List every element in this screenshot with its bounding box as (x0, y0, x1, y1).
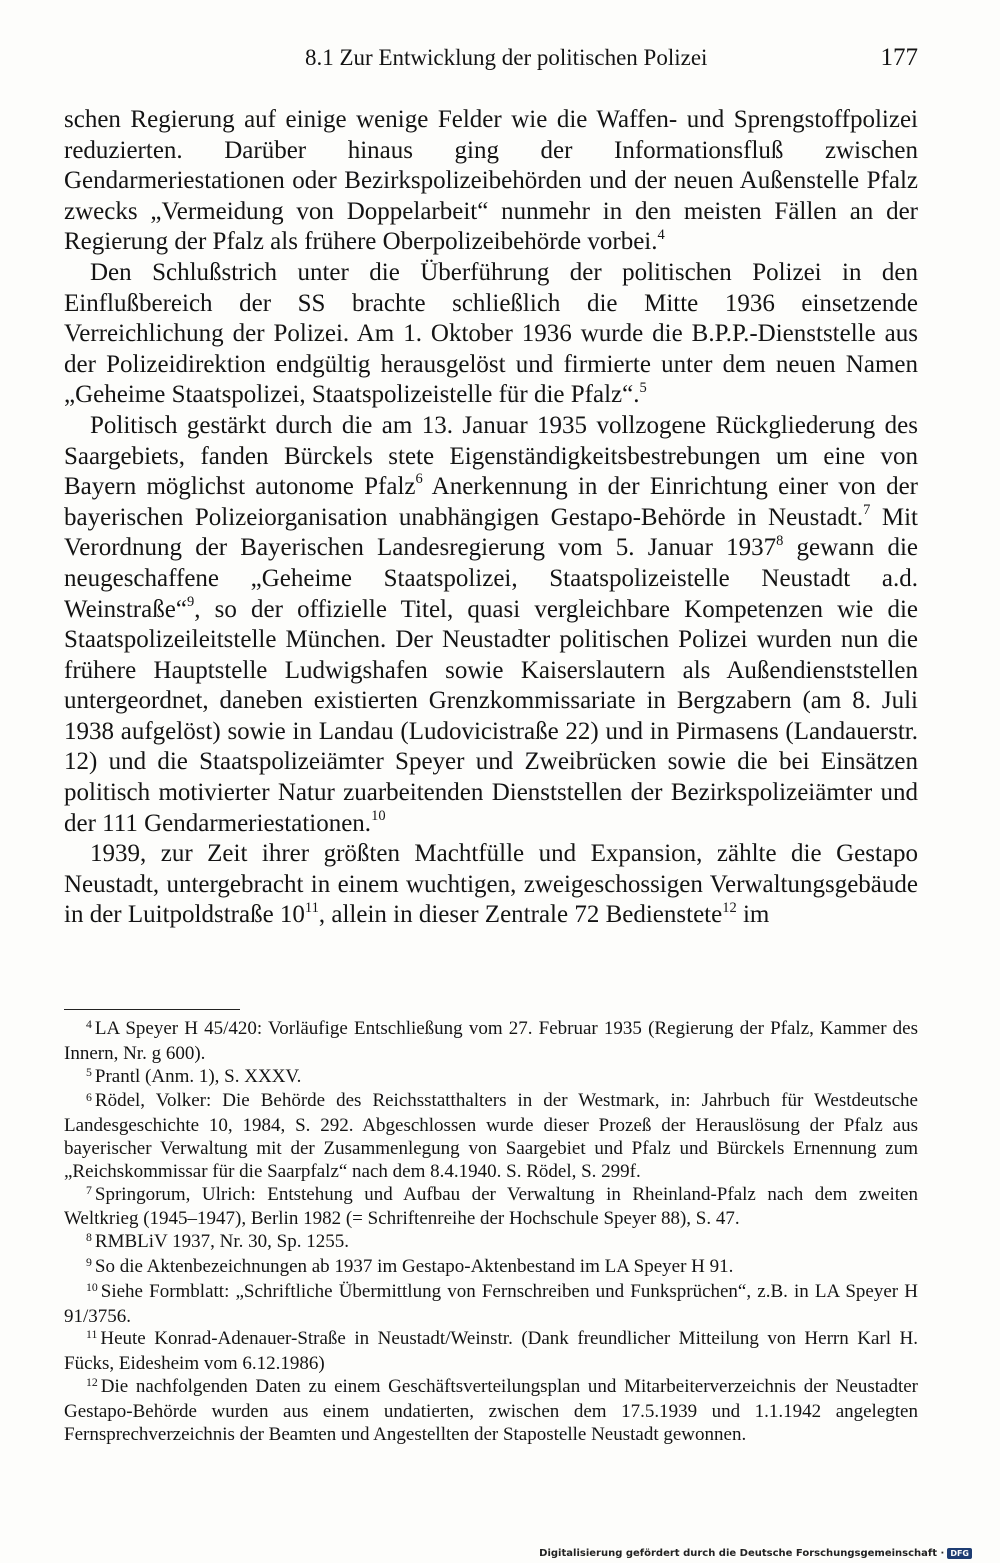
footnote: $^5$ Prantl (Anm. 1), S. XXXV. (86, 1065, 302, 1087)
footnote: $^{10}$ Siehe Formblatt: „Schriftliche Übermittlung von Fernschreiben und Funksprüchen“, z.B. in LA Speyer H 91/3756. (64, 1280, 918, 1327)
header-section-title: 8.1 Zur Entwicklung der politischen Polizei (305, 45, 708, 70)
footnote: $^7$ Springorum, Ulrich: Entstehung und Aufbau der Verwaltung in Rheinland-Pfalz nach dem zweiten Weltkrieg (1945–1947), Berlin 1982 (= Schriftenreihe der Hochschule Speyer 88), S. 47. (64, 1183, 918, 1230)
footnote: $^9$ So die Aktenbezeichnungen ab 1937 im Gestapo-Aktenbestand im LA Speyer H 91. (86, 1255, 734, 1277)
footnote-ref-11[interactable]: 11 (304, 899, 319, 916)
footnote-ref-8[interactable]: 8 (776, 532, 784, 549)
footnote-ref-9[interactable]: 9 (186, 593, 195, 610)
running-header (305, 44, 918, 72)
dfg-logo-icon: DFG (947, 1548, 972, 1559)
body-text (64, 105, 918, 931)
paragraph-4: 1939, zur Zeit ihrer größten Machtfülle und Expansion, zählte die Gestapo Neustadt, untergebracht in einem wuchtigen, zweigeschossigen Verwaltungsgebäude in der Luitpoldstraße $10^{11}$, allein in dieser Zentrale 72 Bedienstete$^{12}$ im (64, 840, 918, 929)
paragraph-3: Politisch gestärkt durch die am 13. Januar 1935 vollzogene Rückgliederung des Saargebiets, fanden Bürckels stete Eigenständigkeitsbestrebungen um eine von Bayern möglichst autonome Pfalz$^6$ Anerkennung in der Einrichtung einer von der bayerischen Polizeiorganisation unabhängigen Gestapo-Behörde in Neustadt.$^7$ Mit Verordnung der Bayerischen Landesregierung vom 5. Januar 1937$^8$ gewann die neugeschaffene „Geheime Staatspolizei, Staatspolizeistelle Neustadt a.d. Weinstraße“$^9$, so der offizielle Titel, quasi vergleichbare Kompetenzen wie die Staatspolizeileitstelle München. Der Neustadter politischen Polizei wurden nun die frühere Hauptstelle Ludwigshafen sowie Kaiserslautern als Außendienststellen untergeordnet, daneben existierten Grenzkommissariate in Bergzabern (am 8. Juli 1938 aufgelöst) sowie in Landau (Ludovicistraße 22) und in Pirmasens (Landauerstr. 12) und die Staatspolizeiämter Speyer und Zweibrücken sowie die bei Einsätzen politisch motivierter Natur zuarbeitenden Dienststellen der Bezirkspolizeiämter und der 111 Gendarmeriestationen.$^{10}$ (64, 411, 919, 837)
footnote-divider (64, 1009, 240, 1010)
footnote: $^{12}$ Die nachfolgenden Daten zu einem Geschäftsverteilungsplan und Mitarbeiterverzeichnis der Neustadter Gestapo-Behörde wurden aus einem undatierten, zwischen dem 17.5.1939 und 1.1.1942 angelegten Fernsprechverzeichnis der Beamten und Angestellten der Stapostelle Neustadt gewonnen. (64, 1375, 918, 1445)
credit-text: Digitalisierung gefördert durch die Deutsche Forschungsgemeinschaft · (539, 1548, 945, 1559)
page-number: 177 (880, 44, 918, 71)
paragraph-2: Den Schlußstrich unter die Überführung der politischen Polizei in den Einflußbereich der SS brachte schließlich die Mitte 1936 einsetzende Verreichlichung der Polizei. Am 1. Oktober 1936 wurde die B.P.P.-Dienststelle aus der Polizeidirektion endgültig herausgelöst und firmierte unter dem neuen Namen „Geheime Staatspolizei, Staatspolizeistelle für die Pfalz“.$^5$ (64, 258, 918, 409)
footnote-ref-7[interactable]: 7 (863, 501, 871, 518)
footnotes (64, 1018, 918, 1446)
footnote-ref-5[interactable]: 5 (639, 379, 647, 396)
footnote-ref-10[interactable]: 10 (371, 807, 386, 824)
paragraph-1: schen Regierung auf einige wenige Felder wie die Waffen- und Sprengstoffpolizei reduzierten. Darüber hinaus ging der Informationsfluß zwischen Gendarmeriestationen oder Bezirkspolizeibehörden und der neuen Außenstelle Pfalz zwecks „Vermeidung von Doppelarbeit“ nunmehr in den meisten Fällen an der Regierung der Pfalz als frühere Oberpolizeibehörde vorbei.$^4$ (64, 106, 918, 256)
digitization-credit (539, 1548, 972, 1559)
footnote-ref-12[interactable]: 12 (722, 899, 737, 916)
footnote: $^8$ RMBLiV 1937, Nr. 30, Sp. 1255. (86, 1231, 349, 1253)
footnote: $^4$ LA Speyer H 45/420: Vorläufige Entschließung vom 27. Februar 1935 (Regierung der Pfalz, Kammer des Innern, Nr. g 600). (64, 1018, 918, 1064)
footnote: $^{11}$ Heute Konrad-Adenauer-Straße in Neustadt/Weinstr. (Dank freundlicher Mitteilung von Herrn Karl H. Fücks, Eidesheim vom 6.12.1986) (64, 1328, 918, 1375)
footnote-ref-4[interactable]: 4 (657, 226, 665, 243)
footnote-ref-6[interactable]: 6 (415, 471, 423, 488)
footnote: $^6$ Rödel, Volker: Die Behörde des Reichsstatthalters in der Westmark, in: Jahrbuch für Westdeutsche Landesgeschichte 10, 1984, S. 292. Abgeschlossen wurde dieser Prozeß der Herauslösung der Pfalz aus bayerischer Verwaltung mit der Zusammenlegung von Saargebiet und Pfalz und Bürckels Ernennung zum „Reichskommissar für die Saarpfalz“ nach dem 8.4.1940. S. Rödel, S. 299f. (64, 1090, 918, 1182)
